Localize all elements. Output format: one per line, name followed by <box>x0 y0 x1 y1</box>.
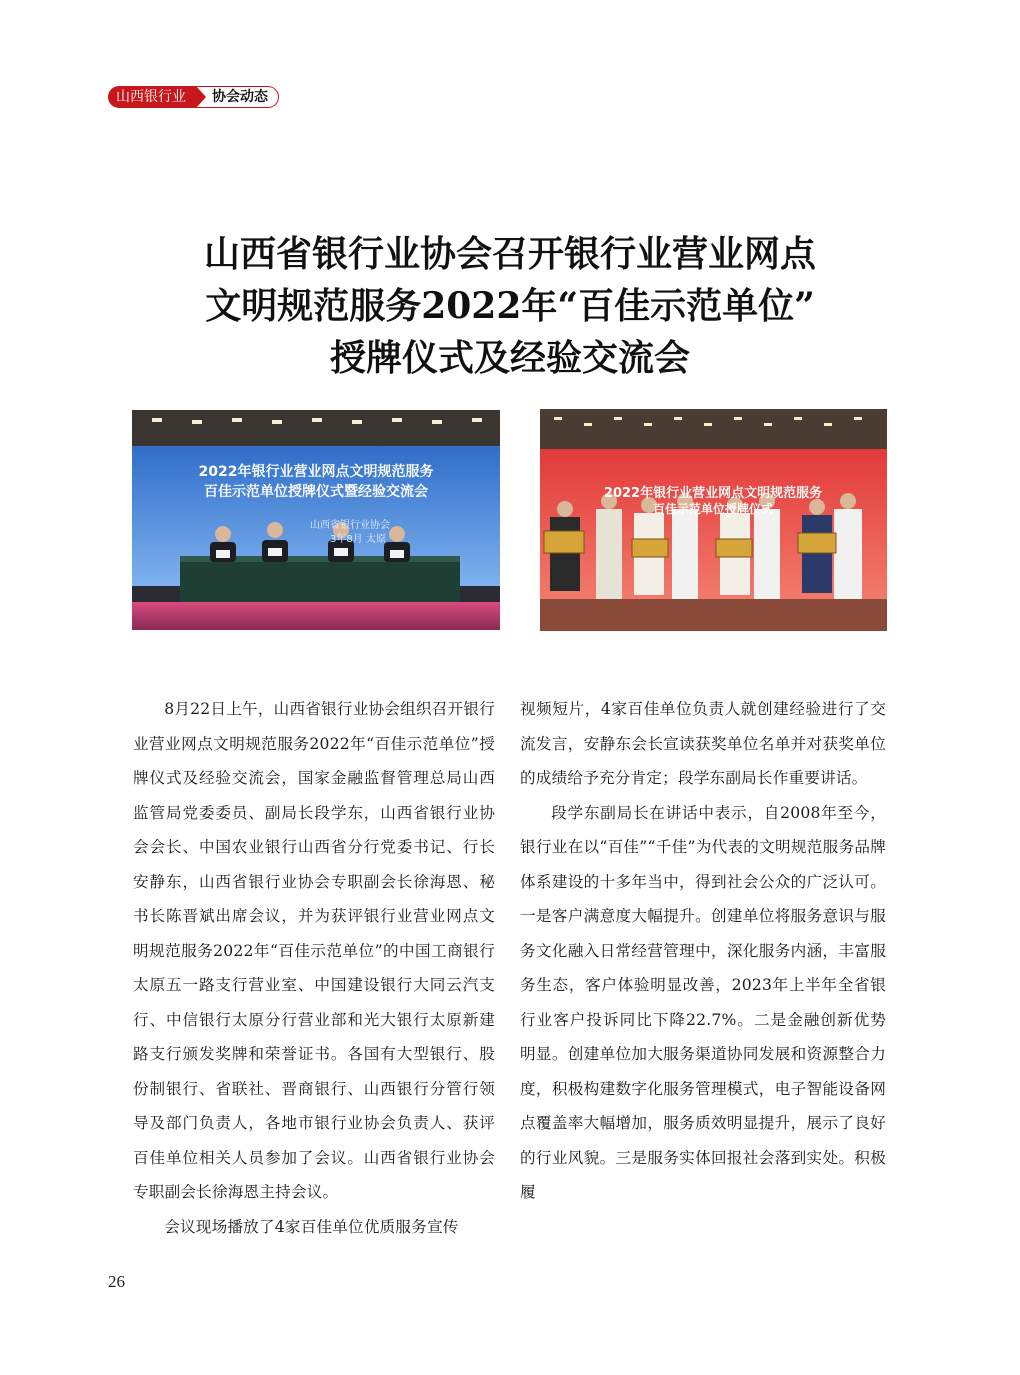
section-tag-secondary: 协会动态 <box>196 86 279 108</box>
ceremony-banner-line-2: 百佳示范单位授牌仪式 <box>652 502 774 516</box>
meeting-photo <box>132 410 500 630</box>
meeting-banner-line-2: 百佳示范单位授牌仪式暨经验交流会 <box>204 484 428 500</box>
article-column-left <box>133 692 495 1244</box>
section-tag-primary: 山西银行业 <box>108 86 196 108</box>
article-paragraph: 段学东副局长在讲话中表示，自2008年至今，银行业在以“百佳”“千佳”为代表的文明规范服务品牌体系建设的十多年当中，得到社会公众的广泛认可。一是客户满意度大幅提升。创建单位将服务意识与服务文化融入日常经营管理中，深化服务内涵，丰富服务生态，客户体验明显改善，2023年上半年全省银行业客户投诉同比下降22.7%。二是金融创新优势明显。创建单位加大服务渠道协同发展和资源整合力度，积极构建数字化服务管理模式，电子智能设备网点覆盖率大幅增加，服务质效明显提升，展示了良好的行业风貌。三是服务实体回报社会落到实处。积极履 <box>520 803 886 1201</box>
meeting-banner-line-1: 2022年银行业营业网点文明规范服务 <box>198 464 434 480</box>
meeting-photo-illustration <box>132 410 500 630</box>
article-title-line-2: 文明规范服务2022年“百佳示范单位” <box>205 285 815 327</box>
meeting-banner-line-4: 3年8月 太原 <box>330 534 386 545</box>
ceremony-banner-line-1: 2022年银行业营业网点文明规范服务 <box>603 486 823 501</box>
page-number: 26 <box>108 1272 125 1291</box>
article-paragraph: 视频短片，4家百佳单位负责人就创建经验进行了交流发言，安静东会长宣读获奖单位名单并对获奖单位的成绩给予充分肯定；段学东副局长作重要讲话。 <box>520 700 886 787</box>
award-ceremony-photo-illustration <box>540 409 887 631</box>
article-column-right <box>520 692 886 1210</box>
article-title-line-3: 授牌仪式及经验交流会 <box>329 337 690 379</box>
section-tag <box>108 86 279 108</box>
meeting-banner-line-3: 山西省银行业协会 <box>310 520 390 531</box>
article-paragraph: 8月22日上午，山西省银行业协会组织召开银行业营业网点文明规范服务2022年“百佳示范单位”授牌仪式及经验交流会，国家金融监督管理总局山西监管局党委委员、副局长段学东，山西省银行业协会会长、中国农业银行山西省分行党委书记、行长安静东，山西省银行业协会专职副会长徐海恩、秘书长陈晋斌出席会议，并为获评银行业营业网点文明规范服务2022年“百佳示范单位”的中国工商银行太原五一路支行营业室、中国建设银行大同云汽支行、中信银行太原分行营业部和光大银行太原新建路支行颁发奖牌和荣誉证书。各国有大型银行、股份制银行、省联社、晋商银行、山西银行分管行领导及部门负责人，各地市银行业协会负责人、获评百佳单位相关人员参加了会议。山西省银行业协会专职副会长徐海恩主持会议。 <box>133 700 495 1201</box>
article-title <box>90 228 930 384</box>
award-ceremony-photo <box>540 409 887 631</box>
article-title-line-1: 山西省银行业协会召开银行业营业网点 <box>203 233 816 275</box>
article-paragraph: 会议现场播放了4家百佳单位优质服务宣传 <box>164 1217 459 1236</box>
